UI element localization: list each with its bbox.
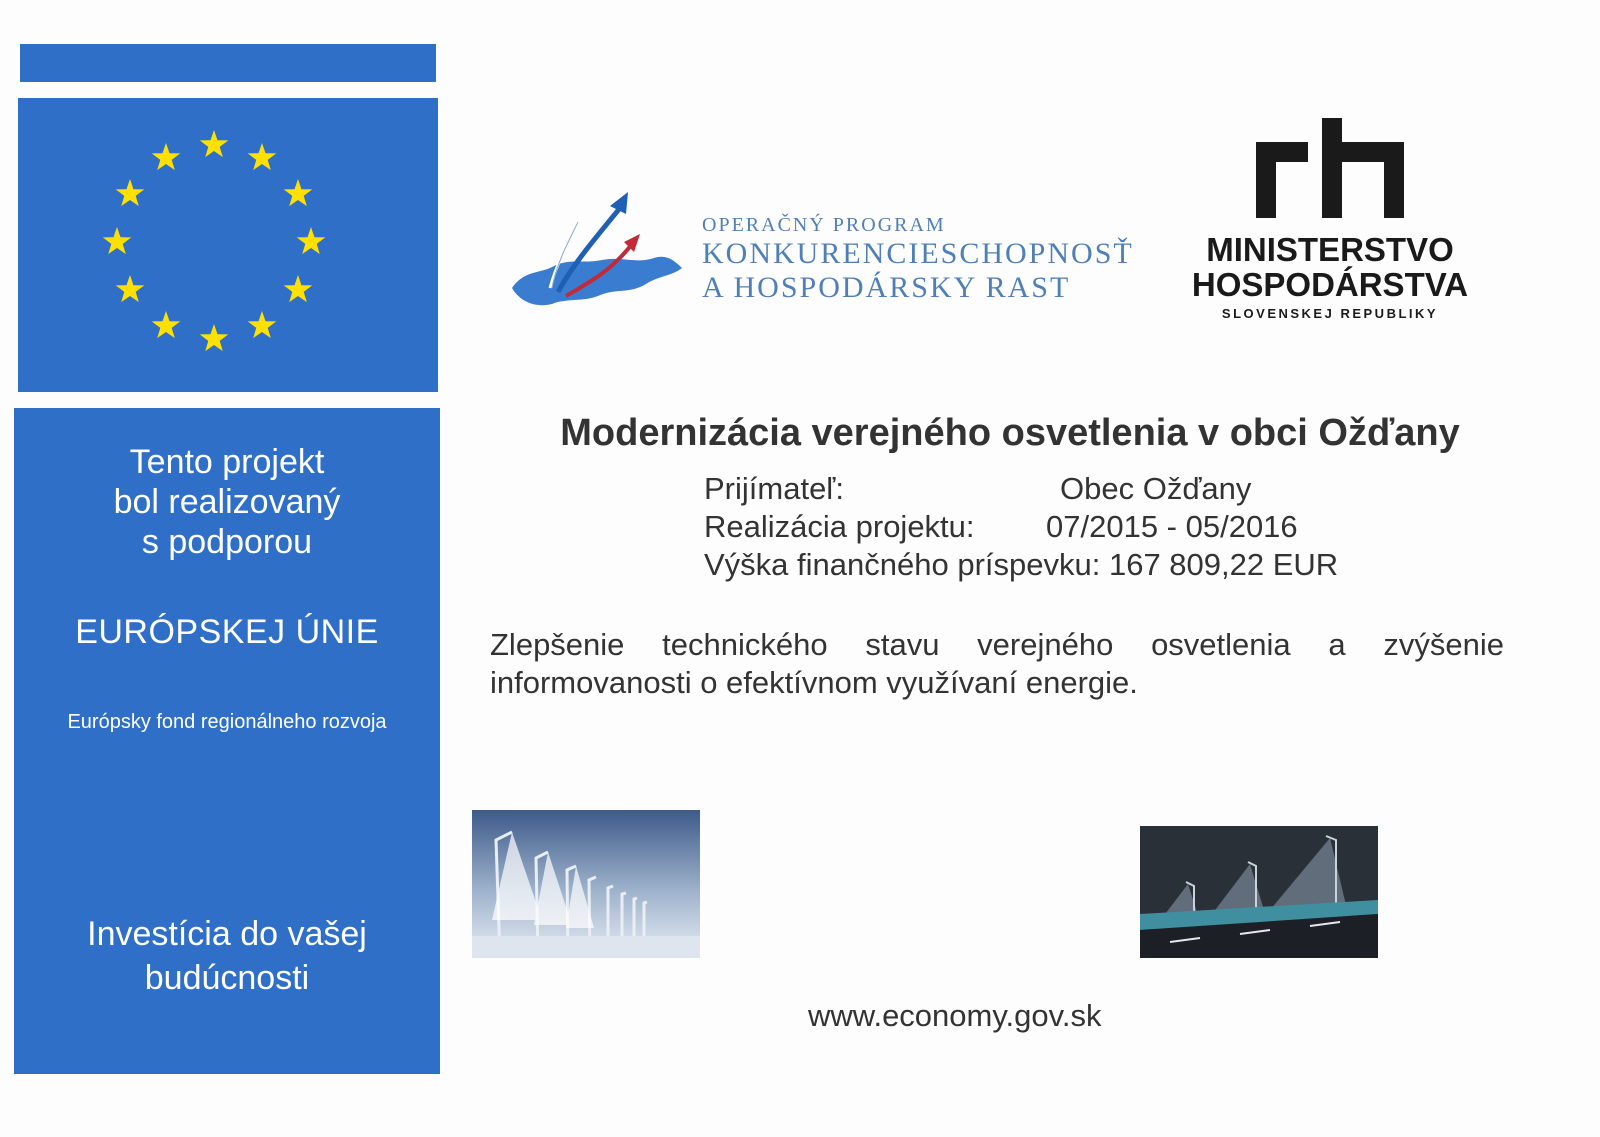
project-description: Zlepšenie technického stavu verejného osvetlenia a zvýšenie informovanosti o efektívnom využívaní energie. — [490, 627, 1504, 700]
website-link[interactable]: www.economy.gov.sk — [808, 998, 1102, 1033]
funding-row — [704, 546, 1338, 584]
ministry-line-3: SLOVENSKEJ REPUBLIKY — [1221, 306, 1439, 321]
eu-investment-text: Investícia do vašej budúcnosti — [87, 915, 367, 997]
funding-value: 167 809,22 EUR — [1108, 547, 1339, 582]
recipient-row — [704, 470, 1338, 508]
op-line-3: A HOSPODÁRSKY RAST — [702, 271, 1071, 304]
period-row — [704, 508, 1338, 546]
eu-panel — [14, 408, 440, 1074]
ministry-name — [1180, 232, 1480, 321]
period-value: 07/2015 - 05/2016 — [1046, 509, 1298, 544]
eu-fund-text: Európsky fond regionálneho rozvoja — [67, 711, 387, 733]
mh-logo-icon — [1250, 118, 1410, 218]
road-lights-photo — [1140, 826, 1378, 958]
operational-program-text — [702, 214, 1134, 305]
ministry-line-1: MINISTERSTVO — [1206, 231, 1454, 268]
project-info — [704, 470, 1338, 584]
slovakia-map-arrows-icon — [506, 184, 686, 314]
funding-label: Výška finančného príspevku: — [704, 547, 1101, 582]
op-line-1: OPERAČNÝ PROGRAM — [702, 214, 946, 236]
eu-union-text: EURÓPSKEJ ÚNIE — [75, 613, 379, 651]
eu-top-bar — [20, 44, 436, 82]
period-label: Realizácia projektu: — [704, 509, 975, 544]
recipient-label: Prijímateľ: — [704, 471, 844, 506]
eu-flag-icon — [18, 98, 438, 392]
recipient-value: Obec Ožďany — [1060, 471, 1252, 506]
op-line-2: KONKURENCIESCHOPNOSŤ — [702, 237, 1134, 270]
ministry-line-2: HOSPODÁRSTVA — [1191, 266, 1469, 303]
project-title: Modernizácia verejného osvetlenia v obci Ožďany — [560, 412, 1460, 454]
street-lights-photo — [472, 810, 700, 958]
eu-supported-text: Tento projekt bol realizovaný s podporou — [113, 443, 341, 561]
